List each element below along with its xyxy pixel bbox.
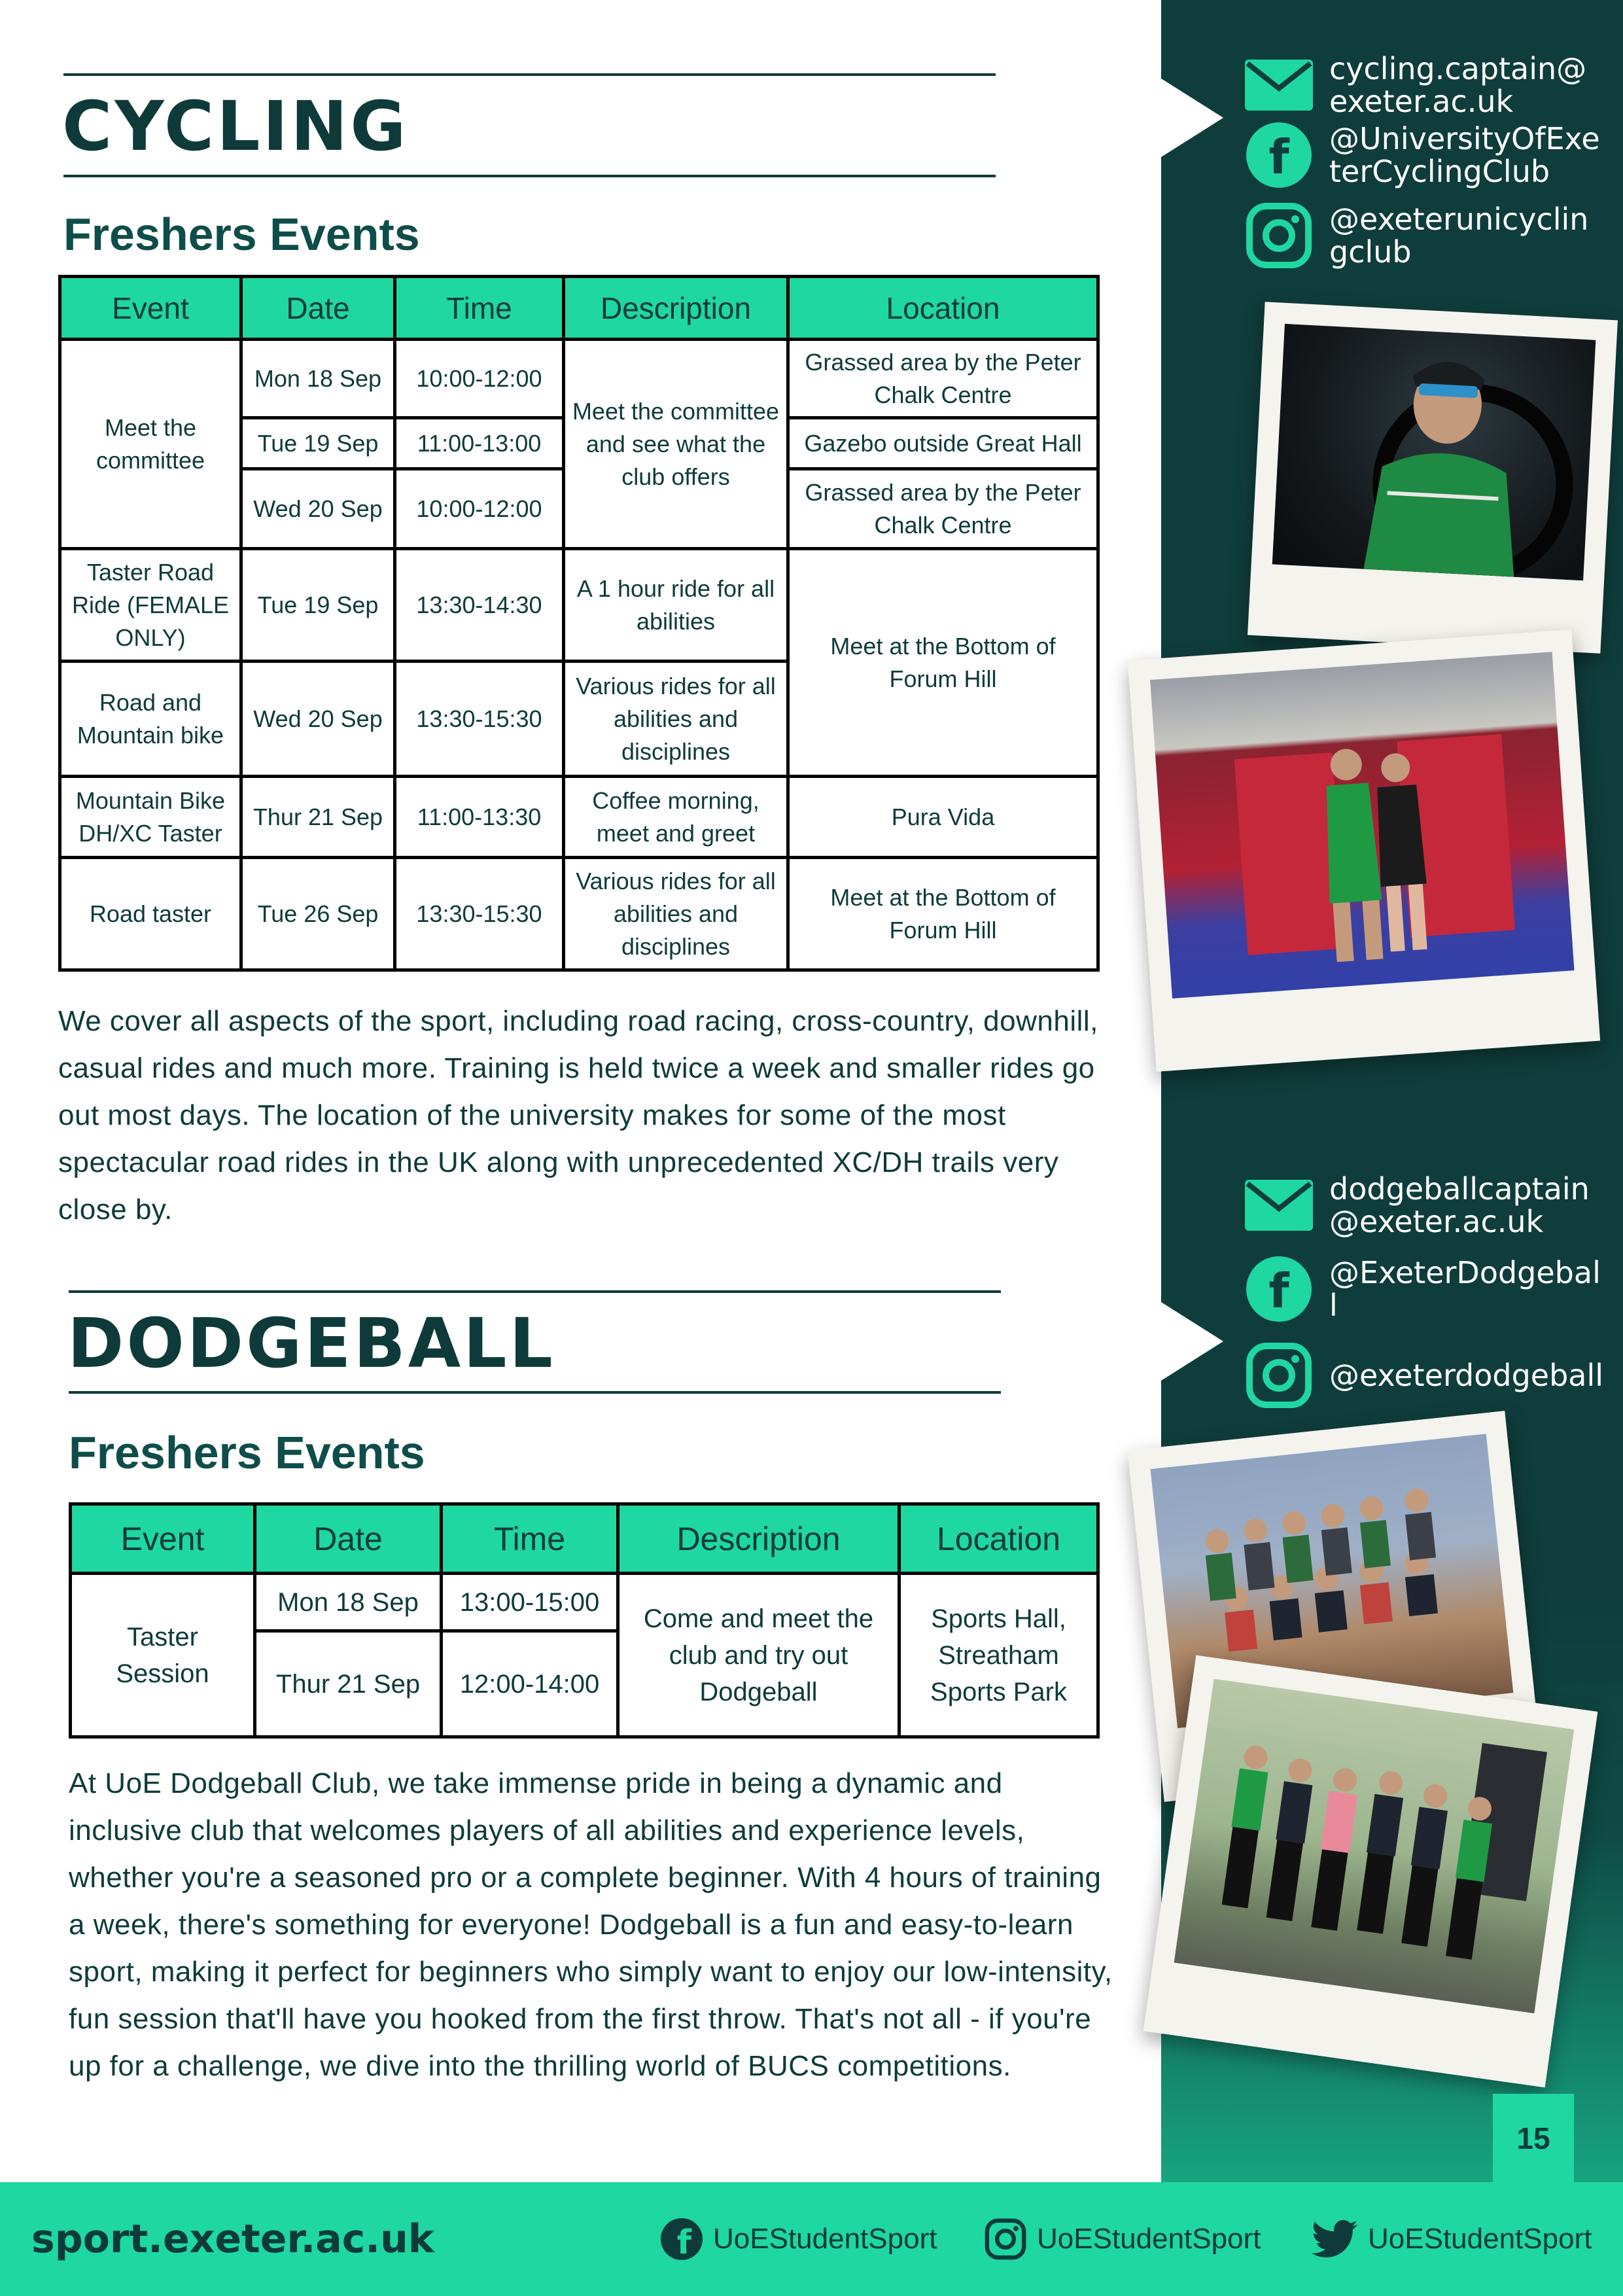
facebook-icon [1243, 119, 1315, 191]
location-cell: Meet at the Bottom of Forum Hill [788, 858, 1098, 970]
footer-facebook-link[interactable] [661, 2218, 937, 2260]
email-icon [1243, 1169, 1315, 1241]
header-date: Date [255, 1504, 442, 1574]
footer-twitter-handle: UoEStudentSport [1368, 2223, 1592, 2255]
header-event: Event [71, 1504, 255, 1574]
header-description: Description [618, 1504, 899, 1574]
dodgeball-subtitle: Freshers Events [69, 1427, 425, 1478]
dodgeball-email[interactable]: dodgeballcaptain@exeter.ac.uk [1329, 1171, 1590, 1239]
date-cell: Thur 21 Sep [241, 777, 395, 858]
cycling-facebook[interactable]: @UniversityOfExeterCyclingClub [1329, 121, 1600, 189]
date-cell: Mon 18 Sep [255, 1574, 442, 1631]
description-cell: Various rides for all abilities and disciplines [564, 662, 788, 777]
footer-twitter-link[interactable] [1312, 2219, 1592, 2259]
dodgeball-facebook-contact[interactable] [1243, 1253, 1604, 1325]
table-row [60, 858, 1098, 970]
location-cell: Meet at the Bottom of Forum Hill [788, 549, 1098, 777]
header-date: Date [241, 277, 395, 340]
date-cell: Thur 21 Sep [255, 1631, 442, 1737]
time-cell: 13:30-15:30 [395, 662, 564, 777]
header-event: Event [60, 277, 241, 340]
header-location: Location [899, 1504, 1098, 1574]
cycling-email-contact[interactable] [1243, 49, 1604, 121]
location-cell: Sports Hall, Streatham Sports Park [899, 1574, 1098, 1737]
table-row [60, 777, 1098, 858]
title-rule-top [63, 73, 996, 76]
event-cell: Road and Mountain bike [60, 662, 241, 777]
cycling-instagram-contact[interactable] [1243, 200, 1604, 272]
header-time: Time [395, 277, 564, 340]
header-time: Time [442, 1504, 618, 1574]
header-description: Description [564, 277, 788, 340]
table-header-row [71, 1504, 1098, 1574]
instagram-icon [985, 2218, 1026, 2260]
track-podium-photo [1128, 629, 1600, 1072]
cycling-title: CYCLING [62, 86, 409, 166]
date-cell: Wed 20 Sep [241, 662, 395, 777]
description-cell: Come and meet the club and try out Dodgeball [618, 1574, 899, 1737]
description-cell: Various rides for all abilities and disciplines [564, 858, 788, 970]
dodgeball-events-table [69, 1502, 1100, 1739]
dodgeball-instagram-contact[interactable] [1243, 1339, 1604, 1411]
description-cell: A 1 hour ride for all abilities [564, 549, 788, 662]
event-cell: Road taster [60, 858, 241, 970]
panel-notch [1161, 79, 1223, 157]
cycling-email[interactable]: cycling.captain@exeter.ac.uk [1329, 51, 1587, 119]
dodgeball-facebook[interactable]: @ExeterDodgeball [1329, 1255, 1601, 1323]
time-cell: 10:00-12:00 [395, 469, 564, 549]
table-header-row [60, 277, 1098, 340]
footer-website-link[interactable]: sport.exeter.ac.uk [31, 2216, 434, 2262]
facebook-icon [1243, 1253, 1315, 1325]
time-cell: 12:00-14:00 [442, 1631, 618, 1737]
date-cell: Tue 26 Sep [241, 858, 395, 970]
date-cell: Tue 19 Sep [241, 418, 395, 469]
dodgeball-title: DODGEBALL [67, 1303, 555, 1383]
date-cell: Wed 20 Sep [241, 469, 395, 549]
title-rule-bottom [69, 1391, 1001, 1394]
date-cell: Tue 19 Sep [241, 549, 395, 662]
location-cell: Grassed area by the Peter Chalk Centre [788, 469, 1098, 549]
location-cell: Grassed area by the Peter Chalk Centre [788, 340, 1098, 418]
facebook-icon [661, 2218, 703, 2260]
cycling-description: We cover all aspects of the sport, including road racing, cross-country, downhill, casual rides and much more. Training is held twice a week and smaller rides go out most days. The location of the university makes for some of the most spectacular road rides in the UK along with unprecedented XC/DH trails very close by. [58, 1005, 1098, 1226]
cycling-instagram[interactable]: @exeterunicyclingclub [1329, 202, 1589, 270]
instagram-icon [1243, 1339, 1315, 1411]
location-cell: Gazebo outside Great Hall [788, 418, 1098, 469]
twitter-icon [1312, 2219, 1357, 2259]
time-cell: 11:00-13:30 [395, 777, 564, 858]
dodgeball-email-contact[interactable] [1243, 1169, 1604, 1241]
date-cell: Mon 18 Sep [241, 340, 395, 418]
cycling-subtitle: Freshers Events [63, 209, 420, 260]
time-cell: 13:00-15:00 [442, 1574, 618, 1631]
cycling-events-table [58, 275, 1100, 972]
event-cell: Taster Road Ride (FEMALE ONLY) [60, 549, 241, 662]
dodgeball-team-photo-2 [1143, 1655, 1598, 2088]
footer-facebook-handle: UoEStudentSport [713, 2223, 937, 2255]
cycling-facebook-contact[interactable] [1243, 119, 1604, 191]
svg-text:f: f [676, 2222, 691, 2260]
footer-bar [0, 2182, 1623, 2296]
event-cell: Taster Session [71, 1574, 255, 1737]
event-cell: Meet the committee [60, 340, 241, 549]
title-rule-bottom [63, 175, 996, 177]
table-row [71, 1574, 1098, 1631]
svg-text:f: f [1268, 1263, 1289, 1318]
location-cell: Pura Vida [788, 777, 1098, 858]
svg-text:f: f [1268, 130, 1289, 185]
time-cell: 13:30-15:30 [395, 858, 564, 970]
email-icon [1243, 49, 1315, 121]
event-cell: Mountain Bike DH/XC Taster [60, 777, 241, 858]
time-cell: 10:00-12:00 [395, 340, 564, 418]
dodgeball-description: At UoE Dodgeball Club, we take immense pride in being a dynamic and inclusive club that welcomes players of all abilities and experience levels, whether you're a seasoned pro or a complete beginner. With 4 hours of training a week, there's something for everyone! Dodgeball is a fun and easy-to-learn sport, making it perfect for beginners who simply want to enjoy our low-intensity, fun session that'll have you hooked from the first throw. That's not all - if you're up for a challenge, we dive into the thrilling world of BUCS competitions. [69, 1767, 1113, 2082]
header-location: Location [788, 277, 1098, 340]
time-cell: 13:30-14:30 [395, 549, 564, 662]
panel-notch [1161, 1302, 1223, 1381]
table-row [60, 549, 1098, 662]
footer-instagram-handle: UoEStudentSport [1037, 2223, 1261, 2255]
page-number: 15 [1493, 2094, 1574, 2182]
footer-instagram-link[interactable] [985, 2218, 1261, 2260]
table-row [60, 340, 1098, 418]
description-cell: Meet the committee and see what the club offers [564, 340, 788, 549]
description-cell: Coffee morning, meet and greet [564, 777, 788, 858]
time-cell: 11:00-13:00 [395, 418, 564, 469]
dodgeball-instagram[interactable]: @exeterdodgeball [1329, 1358, 1604, 1393]
instagram-icon [1243, 200, 1315, 272]
cyclist-photo [1248, 302, 1618, 654]
title-rule-top [69, 1290, 1001, 1293]
